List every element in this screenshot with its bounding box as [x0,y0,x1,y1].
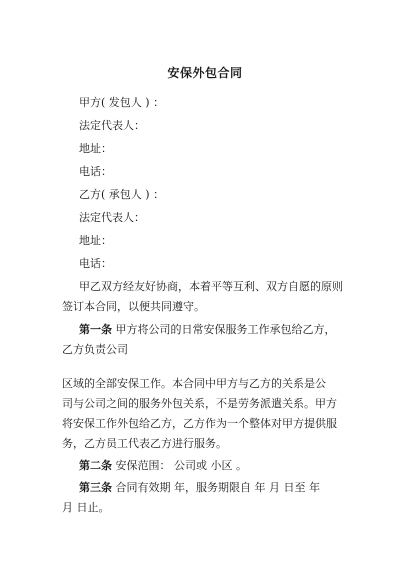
party-b-address: 地址： [79,234,112,247]
article-1-line-1: 甲方将公司的日常安保服务工作承包给乙方， [112,323,336,336]
article-3-heading: 第三条 [79,481,112,494]
intro-line-2: 签订本合同，以便共同遵守。 [62,300,205,313]
article-2-line-1: 安保范围： 公司或 小区 。 [112,459,247,472]
document-title: 安保外包合同 [167,66,243,80]
party-b-label: 乙方( 承包人 ) ： [79,188,165,201]
article-3-line-1: 合同有效期 年，服务期限自 年 月 日至 年 [112,481,320,494]
party-a-rep: 法定代表人： [79,119,145,132]
article-1-first-line [79,323,336,337]
party-b-phone: 电话： [79,257,112,270]
party-b-rep: 法定代表人： [79,211,145,224]
party-a-phone: 电话： [79,165,112,178]
intro-line-1: 甲乙双方经友好协商，本着平等互利、双方自愿的原则 [79,280,343,293]
article-1-heading: 第一条 [79,323,112,336]
article-1-line-3: 区域的全部安保工作。本合同中甲方与乙方的关系是公 [62,377,326,390]
article-2-heading: 第二条 [79,459,112,472]
article-3-first-line [79,481,320,495]
article-1-line-6: 务，乙方员工代表乙方进行服务。 [62,437,227,450]
article-1-line-4: 司与公司之间的服务外包关系，不是劳务派遣关系。甲方 [62,397,337,410]
article-2-first-line [79,459,247,473]
article-3-line-2: 月 日止。 [62,501,110,514]
party-a-address: 地址： [79,142,112,155]
party-a-label: 甲方( 发包人 ) ： [79,96,165,109]
article-1-line-5: 将安保工作外包给乙方，乙方作为一个整体对甲方提供服 [62,417,337,430]
article-1-line-2: 乙方负责公司 [62,343,128,356]
